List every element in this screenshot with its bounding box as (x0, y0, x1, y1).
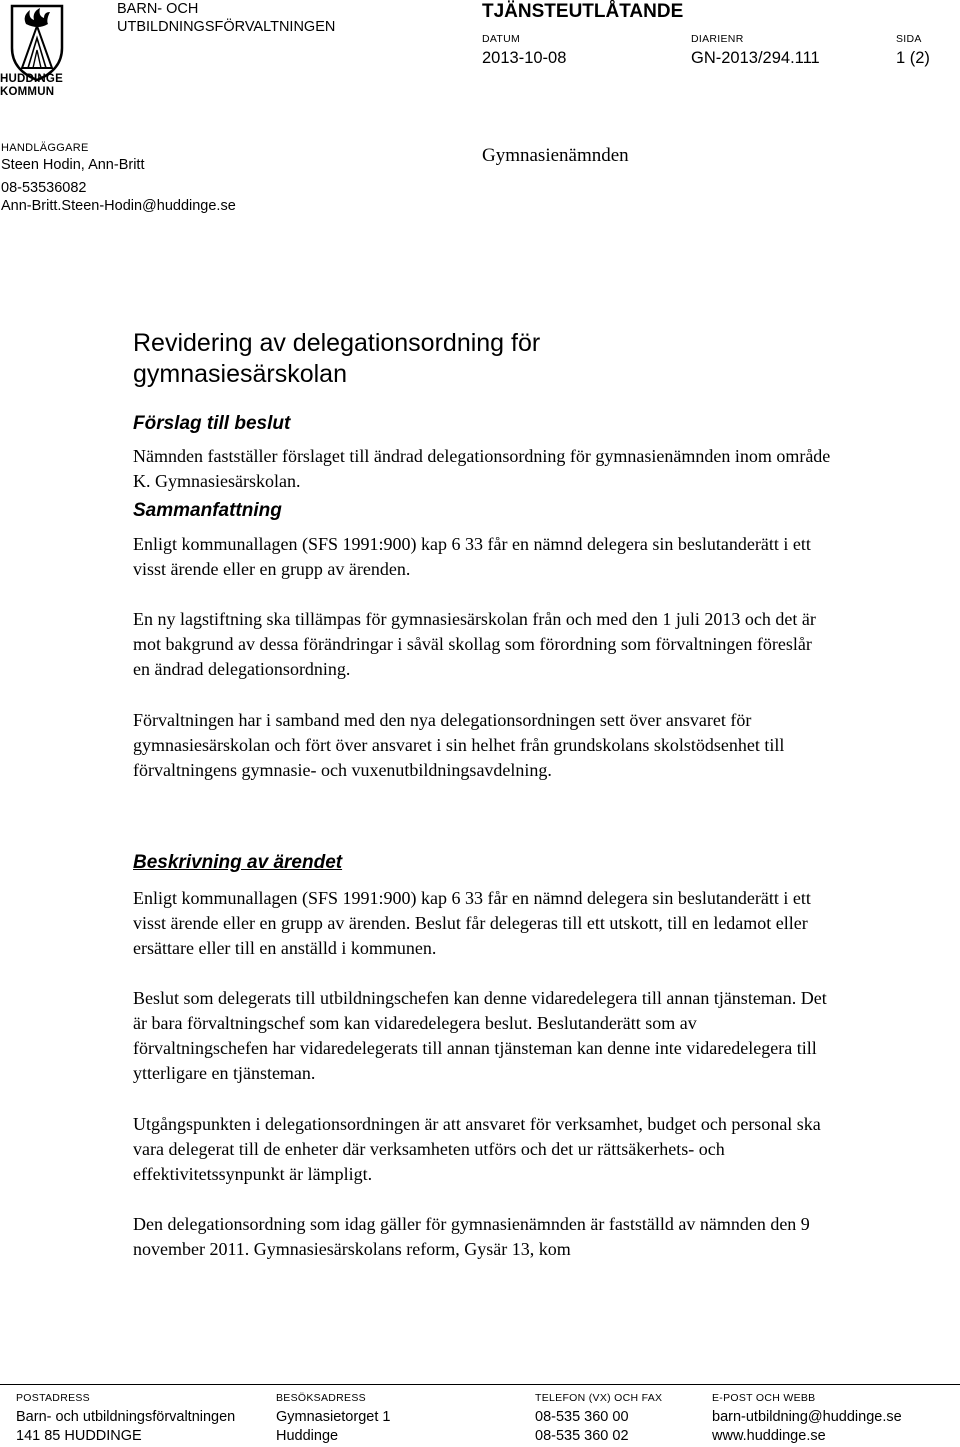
recipient: Gymnasienämnden (482, 145, 629, 166)
date-value: 2013-10-08 (482, 49, 567, 67)
beskrivning-p3 (133, 1112, 833, 1187)
huddinge-kommun-logo (0, 4, 68, 100)
web-link[interactable]: www.huddinge.se (712, 1428, 826, 1444)
postadress-label: POSTADRESS (16, 1392, 90, 1404)
page-value: 1 (2) (896, 49, 930, 67)
sammanfattning-paragraph-3: Förvaltningen har i samband med den nya delegationsordningen sett över ansvaret för gymnasiesärskolan och fört över ansvaret i sin helhet från grundskolans skolstödsenhet till förvaltningens gymnasie- och vuxenutbildningsavdelning. (133, 710, 785, 780)
email-link[interactable]: barn-utbildning@huddinge.se (712, 1409, 902, 1425)
handlaggare-label: HANDLÄGGARE (1, 142, 89, 154)
forslag-paragraph: Nämnden fastställer förslaget till ändrad delegationsordning för gymnasienämnden inom område K. Gymnasiesärskolan. (133, 446, 831, 491)
telefon-line1: 08-535 360 00 (535, 1409, 629, 1425)
forslag-heading: Förslag till beslut (133, 413, 291, 434)
beskrivning-paragraph-1: Enligt kommunallagen (SFS 1991:900) kap 6 33 får en nämnd delegera sin beslutanderätt i ett visst ärende eller en grupp av ärenden. Beslut får delegeras till ett utskott, till en ledamot eller ersättare eller till en anställd i kommunen. (133, 888, 811, 958)
beskrivning-p4 (133, 1212, 833, 1262)
beskrivning-heading: Beskrivning av ärendet (133, 852, 343, 873)
beskrivning-paragraph-4: Den delegationsordning som idag gäller för gymnasienämnden är fastställd av nämnden den 9 november 2011. Gymnasiesärskolans reform, Gysär 13, kom (133, 1214, 810, 1259)
document-title (133, 328, 733, 390)
fax-line2: 08-535 360 02 (535, 1428, 629, 1444)
title-line1: Revidering av delegationsordning för (133, 329, 541, 357)
department-name (117, 0, 335, 36)
sammanfattning-p2 (133, 607, 833, 682)
beskrivning-p1 (133, 886, 833, 961)
handlaggare-name: Steen Hodin, Ann-Britt (1, 157, 145, 173)
title-line2: gymnasiesärskolan (133, 360, 347, 388)
document-type: TJÄNSTEUTLÅTANDE (482, 1, 684, 22)
handlaggare-phone: 08-53536082 (1, 180, 87, 196)
date-label: DATUM (482, 33, 521, 45)
footer-divider (0, 1384, 960, 1385)
postadress-line1: Barn- och utbildningsförvaltningen (16, 1409, 236, 1425)
sammanfattning-paragraph-2: En ny lagstiftning ska tillämpas för gymnasiesärskolan från och med den 1 juli 2013 och det är mot bakgrund av dessa förändringar i såväl skollag som förordning som förvaltningen föreslår en ändrad delegationsordning. (133, 609, 816, 679)
sammanfattning-paragraph-1: Enligt kommunallagen (SFS 1991:900) kap 6 33 får en nämnd delegera sin beslutanderätt i ett visst ärende eller en grupp av ärenden. (133, 534, 811, 579)
diarie-label: DIARIENR (691, 33, 744, 45)
beskrivning-p2 (133, 986, 833, 1086)
sammanfattning-p1 (133, 532, 833, 582)
besoksadress-label: BESÖKSADRESS (276, 1392, 366, 1404)
beskrivning-paragraph-3: Utgångspunkten i delegationsordningen är att ansvaret för verksamhet, budget och personal ska vara delegerat till de enheter där verksamheten utförs och det ur rättsäkerhets- och effektivitetssynpunkt är lämpligt. (133, 1114, 821, 1184)
besoksadress-line2: Huddinge (276, 1428, 339, 1444)
postadress-line2: 141 85 HUDDINGE (16, 1428, 142, 1444)
telefon-label: TELEFON (VX) OCH FAX (535, 1392, 663, 1404)
department-line1: BARN- OCH (117, 1, 199, 17)
logo-text-line1: HUDDINGE (0, 73, 63, 85)
department-line2: UTBILDNINGSFÖRVALTNINGEN (117, 19, 336, 35)
forslag-text (133, 444, 833, 494)
epost-label: E-POST OCH WEBB (712, 1392, 816, 1404)
besoksadress-line1: Gymnasietorget 1 (276, 1409, 391, 1425)
diarie-value: GN-2013/294.111 (691, 49, 820, 67)
sammanfattning-p3 (133, 708, 833, 783)
page-label: SIDA (896, 33, 922, 45)
sammanfattning-heading: Sammanfattning (133, 500, 282, 521)
beskrivning-paragraph-2: Beslut som delegerats till utbildningschefen kan denne vidaredelegera till annan tjänsteman. Det är bara förvaltningschef som kan vidaredelegera beslut. Beslutanderätt som av förvaltningschefen har vidaredelegerats till annan tjänsteman kan denne inte vidaredelegera till ytterligare en tjänsteman. (133, 988, 827, 1083)
handlaggare-email: Ann-Britt.Steen-Hodin@huddinge.se (1, 198, 236, 214)
logo-text-line2: KOMMUN (0, 86, 55, 98)
